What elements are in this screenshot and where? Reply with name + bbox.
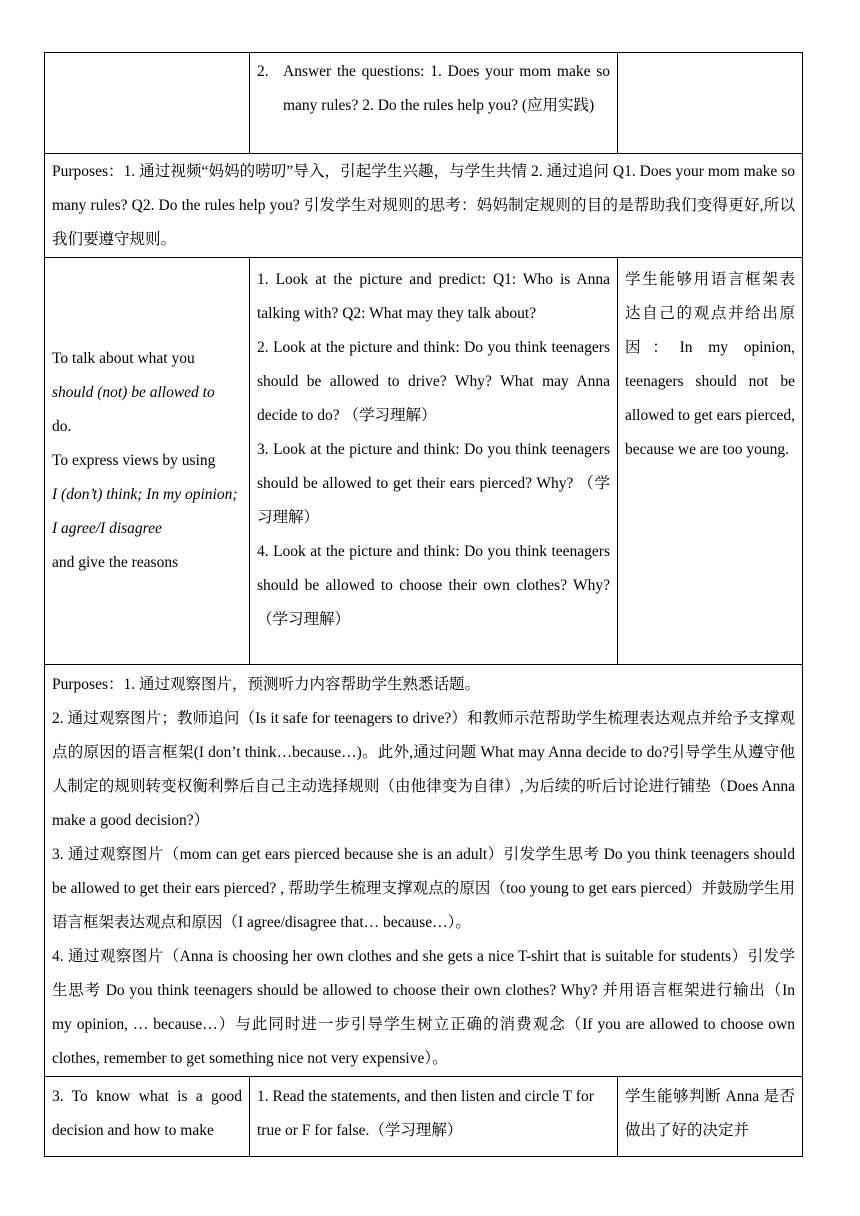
assessment-text: 学生能够用语言框架表达自己的观点并给出原因：In my opinion, teenagers should not be allowed to get ears pierced, because we are too young. bbox=[625, 271, 795, 458]
purposes-paragraph-1: Purposes：1. 通过观察图片，预测听力内容帮助学生熟悉话题。 bbox=[52, 676, 480, 693]
row5-assessment-cell bbox=[618, 1077, 803, 1157]
activity-item: 2. Look at the picture and think: Do you think teenagers should be allowed to drive? Why? What may Anna decide to do? （学习理解） bbox=[257, 339, 610, 424]
lesson-plan-page bbox=[44, 52, 802, 1157]
objective-line: To talk about what you bbox=[52, 350, 195, 367]
activity-text: 1. Read the statements, and then listen and circle T for true or F for false.（学习理解） bbox=[257, 1088, 594, 1139]
activity-item: 4. Look at the picture and think: Do you think teenagers should be allowed to choose their own clothes? Why? （学习理解） bbox=[257, 543, 610, 628]
row1-objective-cell bbox=[45, 53, 250, 154]
objective-line-italic: I (don’t) think; In my opinion; I agree/I disagree bbox=[52, 486, 238, 537]
row1-activity-cell bbox=[250, 53, 618, 154]
row3-activity-cell bbox=[250, 258, 618, 665]
purposes-row-1 bbox=[45, 154, 803, 258]
objective-line-italic: should (not) be allowed to bbox=[52, 384, 215, 401]
lesson-plan-table bbox=[44, 52, 803, 1157]
row1-assessment-cell bbox=[618, 53, 803, 154]
activity-item-2 bbox=[257, 55, 610, 123]
activity-item: 3. Look at the picture and think: Do you think teenagers should be allowed to get their ears pierced? Why? （学习理解） bbox=[257, 441, 610, 526]
purposes-label: Purposes： bbox=[52, 163, 124, 180]
objective-line: and give the reasons bbox=[52, 554, 179, 571]
row5-objective-cell bbox=[45, 1077, 250, 1157]
table-row-3 bbox=[45, 258, 803, 665]
assessment-text: 学生能够判断 Anna 是否做出了好的决定并 bbox=[625, 1088, 795, 1139]
row5-activity-cell bbox=[250, 1077, 618, 1157]
row3-assessment-cell bbox=[618, 258, 803, 665]
activity-number: 2. bbox=[257, 63, 269, 80]
purposes-paragraph-3: 3. 通过观察图片（mom can get ears pierced because she is an adult）引发学生思考 Do you think teenagers should be allowed to get their ears pierced? , 帮助学生梳理支撑观点的原因（too young to get ears pierced）并鼓励学生用语言框架表达观点和原因（I agree/disagree that… because…）。 bbox=[52, 846, 795, 931]
table-row-1 bbox=[45, 53, 803, 154]
objective-line: do. bbox=[52, 418, 72, 435]
purposes-cell-1 bbox=[45, 154, 803, 258]
purposes-text: 1. 通过视频“妈妈的唠叨”导入，引起学生兴趣，与学生共情 2. 通过追问 Q1. Does your mom make so many rules? Q2. Do the rules help you? 引发学生对规则的思考：妈妈制定规则的目的是帮助我们变得更好,所以我们要遵守规则。 bbox=[52, 163, 795, 248]
purposes-row-2 bbox=[45, 665, 803, 1077]
objective-line: To express views by using bbox=[52, 452, 216, 469]
objective-text: 3. To know what is a good decision and how to make bbox=[52, 1088, 242, 1139]
purposes-cell-2 bbox=[45, 665, 803, 1077]
activity-item: 1. Look at the picture and predict: Q1: Who is Anna talking with? Q2: What may they talk about? bbox=[257, 271, 610, 322]
activity-text: Answer the questions: 1. Does your mom make so many rules? 2. Do the rules help you? (应用实践) bbox=[283, 63, 610, 114]
row3-objective-cell bbox=[45, 258, 250, 665]
purposes-paragraph-4: 4. 通过观察图片（Anna is choosing her own clothes and she gets a nice T-shirt that is suitable for students）引发学生思考 Do you think teenagers should be allowed to choose their own clothes? Why? 并用语言框架进行输出（In my opinion, … because…）与此同时进一步引导学生树立正确的消费观念（If you are allowed to choose own clothes, remember to get something nice not very expensive）。 bbox=[52, 948, 795, 1067]
table-row-5 bbox=[45, 1077, 803, 1157]
purposes-paragraph-2: 2. 通过观察图片；教师追问（Is it safe for teenagers to drive?）和教师示范帮助学生梳理表达观点并给予支撑观点的原因的语言框架(I don’t think…because…)。此外,通过问题 What may Anna decide to do?引导学生从遵守他人制定的规则转变权衡利弊后自己主动选择规则（由他律变为自律）,为后续的听后讨论进行铺垫（Does Anna make a good decision?） bbox=[52, 710, 795, 829]
